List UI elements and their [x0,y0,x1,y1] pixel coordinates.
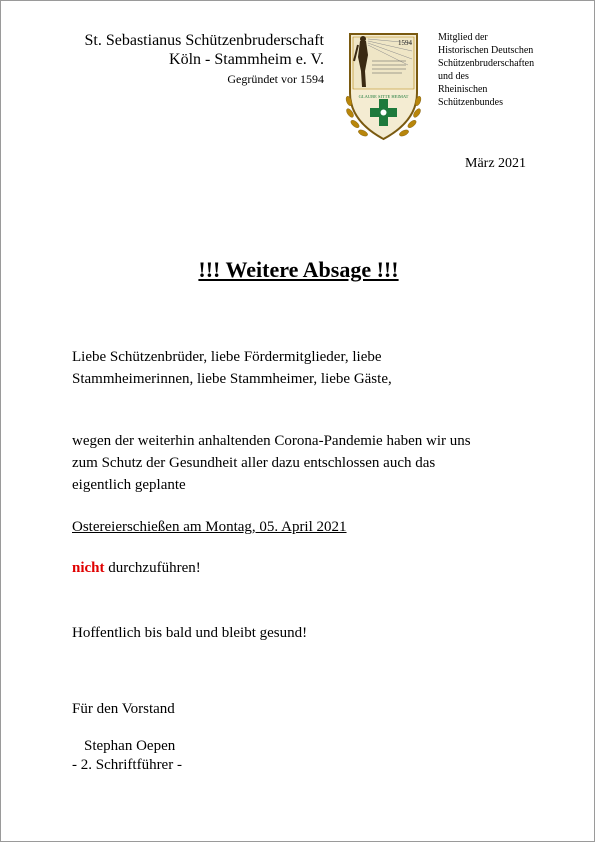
greeting-line: Liebe Schützenbrüder, liebe Fördermitglieder, liebe [72,349,382,365]
membership-line: Schützenbruderschaften [438,58,535,69]
paragraph-line: wegen der weiterhin anhaltenden Corona-Pandemie haben wir uns [72,433,471,449]
negation-rest: durchzuführen! [104,560,201,576]
membership-line: und des [438,71,469,82]
cancellation-line [72,557,201,579]
membership-line: Rheinischen [438,84,488,95]
greeting [72,346,392,390]
membership-line: Historischen Deutschen [438,45,534,56]
crest-motto: GLAUBE SITTE HEIMAT [358,94,409,99]
letter-date: März 2021 [465,156,527,171]
signer-name: Stephan Oepen [84,738,176,754]
paragraph-line: eigentlich geplante [72,477,186,493]
signer-role: - 2. Schriftführer - [72,757,182,773]
membership-note [438,31,534,109]
paragraph-line: zum Schutz der Gesundheit aller dazu entschlossen auch das [72,455,436,471]
founded-note: Gegründet vor 1594 [227,72,324,86]
negation-emphasis: nicht [72,560,105,576]
organization-header [85,31,325,89]
closing-line: Hoffentlich bis bald und bleibt gesund! [72,625,308,641]
signoff-for: Für den Vorstand [72,701,175,717]
organization-location: Köln - Stammheim e. V. [169,51,324,68]
event-name: Ostereierschießen am Montag, 05. April 2021 [72,519,347,535]
crest-year: 1594 [398,39,412,47]
main-paragraph [72,430,471,496]
organization-name: St. Sebastianus Schützenbruderschaft [84,32,324,49]
membership-line: Mitglied der [438,32,488,43]
greeting-line: Stammheimerinnen, liebe Stammheimer, liebe Gäste, [72,371,392,387]
letter-title: !!! Weitere Absage !!! [198,257,399,282]
membership-line: Schützenbundes [438,97,503,108]
club-crest-logo [344,31,423,145]
signature-block [72,737,182,775]
